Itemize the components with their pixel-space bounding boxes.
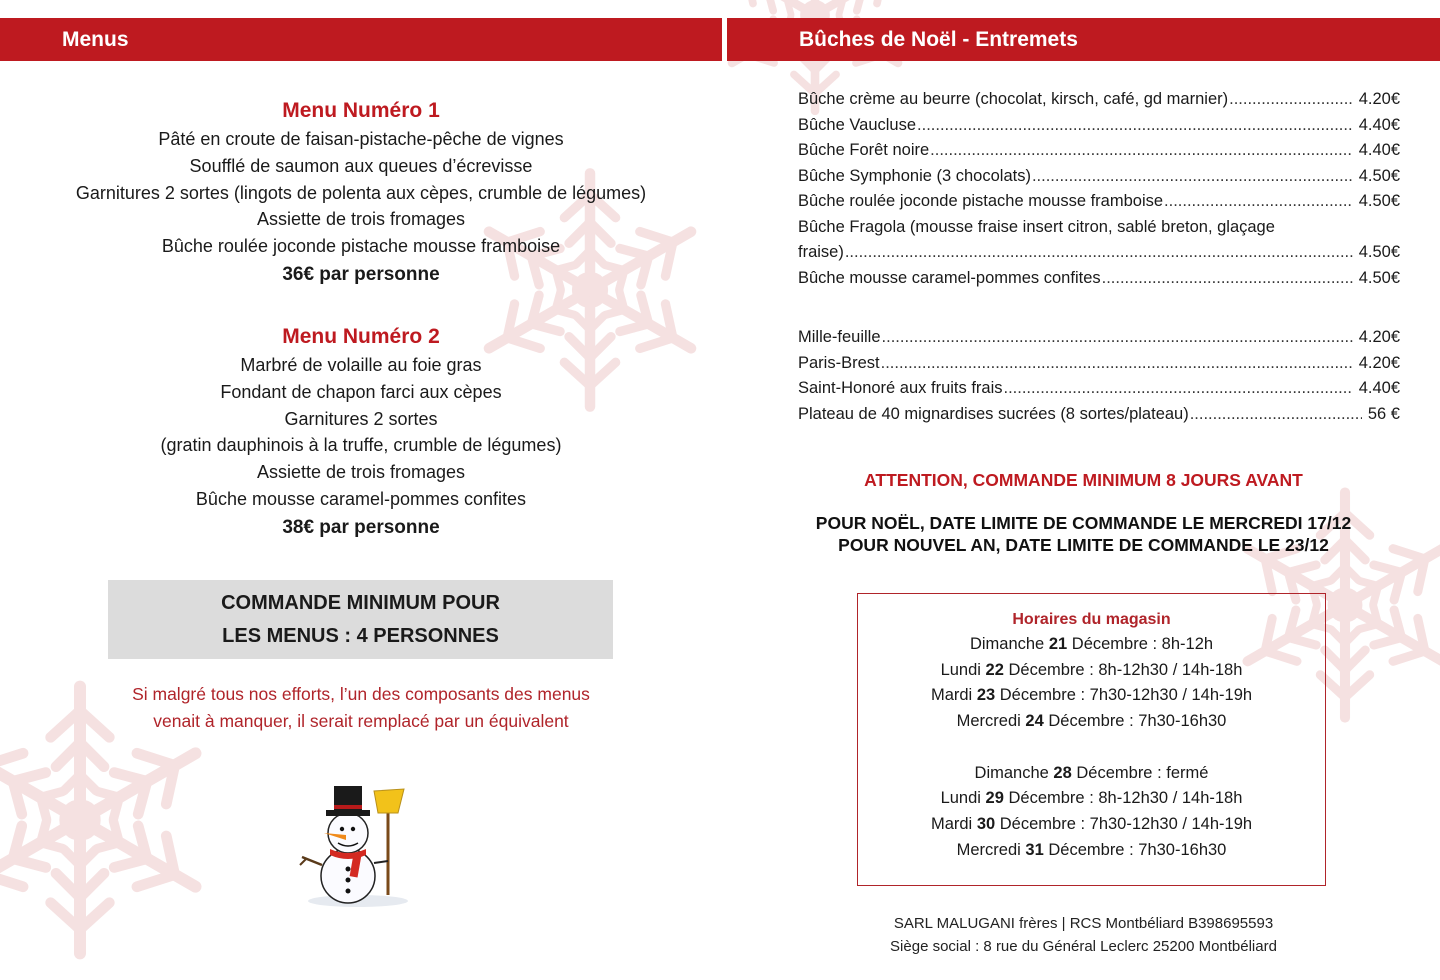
- hours-row: Dimanche 21 Décembre : 8h-12h: [969, 635, 1214, 653]
- buches-list: [798, 87, 1400, 291]
- hours-row: Lundi 29 Décembre : 8h-12h30 / 14h-18h: [940, 789, 1243, 808]
- minimum-order-box: [108, 580, 613, 659]
- item-price: 4.20€: [1358, 328, 1400, 346]
- day: Lundi: [940, 789, 981, 808]
- leader-dots: [1229, 87, 1353, 113]
- date: 28: [1053, 763, 1072, 782]
- date: 24: [1025, 712, 1044, 731]
- item-name: Bûche Forêt noire: [798, 141, 930, 159]
- month: Décembre: [1048, 712, 1125, 731]
- menu-1-line: Bûche roulée joconde pistache mousse framboise: [161, 236, 561, 257]
- item-price: 4.50€: [1358, 166, 1400, 185]
- leader-dots: [1164, 189, 1353, 215]
- opening-hours: 7h30-12h30 / 14h-19h: [1089, 686, 1253, 705]
- menu-1-line: Garnitures 2 sortes (lingots de polenta aux cèpes, crumble de légumes): [75, 182, 647, 203]
- leader-dots: [1032, 164, 1353, 190]
- deadline-nouvel-an: POUR NOUVEL AN, DATE LIMITE DE COMMANDE LE 23/12: [838, 535, 1329, 555]
- item-name: Saint-Honoré aux fruits frais: [798, 379, 1003, 397]
- date: 30: [976, 814, 996, 833]
- store-hours-box: [857, 593, 1326, 886]
- day: Dimanche: [969, 635, 1045, 653]
- item-name: Paris-Brest: [798, 353, 880, 372]
- item-name: fraise): [798, 243, 844, 261]
- item-name: Bûche Vaucluse: [798, 115, 917, 134]
- month: Décembre: [1048, 840, 1125, 859]
- price-row: [798, 164, 1400, 190]
- minimum-order-line: LES MENUS : 4 PERSONNES: [222, 625, 499, 647]
- buches-header: Bûches de Noël - Entremets: [727, 18, 1440, 61]
- minimum-order-line: COMMANDE MINIMUM POUR: [221, 592, 500, 614]
- substitution-note: [0, 681, 722, 735]
- opening-hours: 8h-12h30 / 14h-18h: [1098, 660, 1243, 679]
- menu-2-line: Bûche mousse caramel-pommes confites: [195, 488, 527, 509]
- order-deadlines: [727, 512, 1440, 556]
- price-row: [798, 325, 1400, 351]
- date: 23: [976, 686, 996, 705]
- item-name: Bûche roulée joconde pistache mousse framboise: [798, 192, 1164, 210]
- footer-line: SARL MALUGANI frères | RCS Montbéliard B398695593: [893, 915, 1274, 932]
- menu-2: [0, 322, 722, 542]
- date: 21: [1048, 635, 1068, 653]
- item-name: Bûche Symphonie (3 chocolats): [798, 166, 1031, 185]
- company-footer: [727, 912, 1440, 958]
- month: Décembre: [1071, 635, 1148, 653]
- menu-2-line: (gratin dauphinois à la truffe, crumble de légumes): [160, 435, 562, 456]
- opening-hours: 7h30-16h30: [1138, 840, 1227, 859]
- leader-dots: [882, 325, 1353, 351]
- hours-row: Dimanche 28 Décembre : fermé: [974, 763, 1209, 782]
- menu-1-line: Pâté en croute de faisan-pistache-pêche de vignes: [158, 129, 564, 149]
- deadline-noel: POUR NOËL, DATE LIMITE DE COMMANDE LE MERCREDI 17/12: [815, 513, 1352, 533]
- date: 29: [985, 789, 1004, 808]
- menu-2-line: Fondant de chapon farci aux cèpes: [220, 381, 502, 402]
- day: Dimanche: [974, 763, 1049, 782]
- month: Décembre: [999, 814, 1076, 833]
- opening-hours: 8h-12h30 / 14h-18h: [1098, 789, 1243, 808]
- price-row: [798, 402, 1400, 428]
- menu-1-title: Menu Numéro 1: [282, 99, 440, 122]
- price-row-wrapped: [798, 215, 1400, 241]
- leader-dots: [1004, 376, 1353, 402]
- month: Décembre: [1008, 789, 1085, 808]
- menu-1-line: Soufflé de saumon aux queues d’écrevisse: [189, 155, 533, 176]
- hours-row: Mardi 23 Décembre : 7h30-12h30 / 14h-19h: [930, 686, 1253, 705]
- entremets-list: [798, 325, 1400, 427]
- leader-dots: [930, 138, 1353, 164]
- day: Mardi: [930, 814, 973, 833]
- leader-dots: [917, 113, 1353, 139]
- item-price: 4.50€: [1358, 268, 1400, 287]
- menus-header: Menus: [0, 18, 722, 61]
- price-row: [798, 189, 1400, 215]
- note-line: venait à manquer, il serait remplacé par un équivalent: [153, 711, 569, 731]
- snowman-illustration: [296, 783, 414, 908]
- item-price: 4.40€: [1358, 141, 1400, 159]
- hours-row: Mercredi 24 Décembre : 7h30-16h30: [956, 712, 1227, 731]
- menu-2-price: 38€ par personne: [282, 516, 440, 538]
- menu-2-line: Marbré de volaille au foie gras: [240, 355, 482, 375]
- item-name: Plateau de 40 mignardises sucrées (8 sortes/plateau): [798, 404, 1189, 423]
- leader-dots: [845, 240, 1353, 266]
- month: Décembre: [1008, 660, 1085, 679]
- day: Mercredi: [956, 712, 1021, 731]
- opening-hours: fermé: [1166, 763, 1209, 782]
- item-name: Bûche Fragola (mousse fraise insert citron, sablé breton, glaçage: [798, 217, 1275, 236]
- price-row: [798, 376, 1400, 402]
- menu-1-line: Assiette de trois fromages: [256, 209, 466, 230]
- opening-hours: 7h30-12h30 / 14h-19h: [1089, 814, 1253, 833]
- price-row: [798, 113, 1400, 139]
- price-row: [798, 240, 1400, 266]
- menu-1: [0, 96, 722, 289]
- menu-2-line: Garnitures 2 sortes: [284, 408, 438, 429]
- item-price: 4.20€: [1358, 353, 1400, 372]
- month: Décembre: [999, 686, 1076, 705]
- day: Mardi: [930, 686, 973, 705]
- attention-notice: ATTENTION, COMMANDE MINIMUM 8 JOURS AVANT: [864, 470, 1303, 490]
- leader-dots: [1102, 266, 1353, 292]
- day: Mercredi: [956, 840, 1021, 859]
- item-name: Mille-feuille: [798, 328, 881, 346]
- spacer: [858, 735, 1325, 761]
- price-row: [798, 351, 1400, 377]
- price-row: [798, 87, 1400, 113]
- item-price: 4.20€: [1358, 90, 1400, 108]
- opening-hours: 8h-12h: [1161, 635, 1214, 653]
- menu-2-line: Assiette de trois fromages: [256, 462, 466, 483]
- item-price: 56 €: [1367, 404, 1400, 423]
- hours-row: Lundi 22 Décembre : 8h-12h30 / 14h-18h: [940, 660, 1243, 679]
- month: Décembre: [1076, 763, 1153, 782]
- hours-row: Mardi 30 Décembre : 7h30-12h30 / 14h-19h: [930, 814, 1253, 833]
- item-price: 4.40€: [1358, 379, 1400, 397]
- price-row: [798, 266, 1400, 292]
- opening-hours: 7h30-16h30: [1138, 712, 1227, 731]
- note-line: Si malgré tous nos efforts, l’un des composants des menus: [132, 684, 590, 704]
- hours-row: Mercredi 31 Décembre : 7h30-16h30: [956, 840, 1227, 859]
- store-hours-title: Horaires du magasin: [1012, 611, 1171, 628]
- leader-dots: [1190, 402, 1362, 428]
- item-name: Bûche mousse caramel-pommes confites: [798, 268, 1101, 287]
- menu-1-price: 36€ par personne: [282, 263, 440, 285]
- item-name: Bûche crème au beurre (chocolat, kirsch, café, gd marnier): [798, 90, 1229, 108]
- item-price: 4.40€: [1358, 115, 1400, 134]
- date: 22: [985, 660, 1004, 679]
- day: Lundi: [940, 660, 981, 679]
- leader-dots: [881, 351, 1353, 377]
- item-price: 4.50€: [1358, 192, 1400, 210]
- price-row: [798, 138, 1400, 164]
- item-price: 4.50€: [1358, 243, 1400, 261]
- date: 31: [1025, 840, 1044, 859]
- footer-line: Siège social : 8 rue du Général Leclerc 25200 Montbéliard: [890, 938, 1277, 955]
- menu-2-title: Menu Numéro 2: [282, 325, 440, 348]
